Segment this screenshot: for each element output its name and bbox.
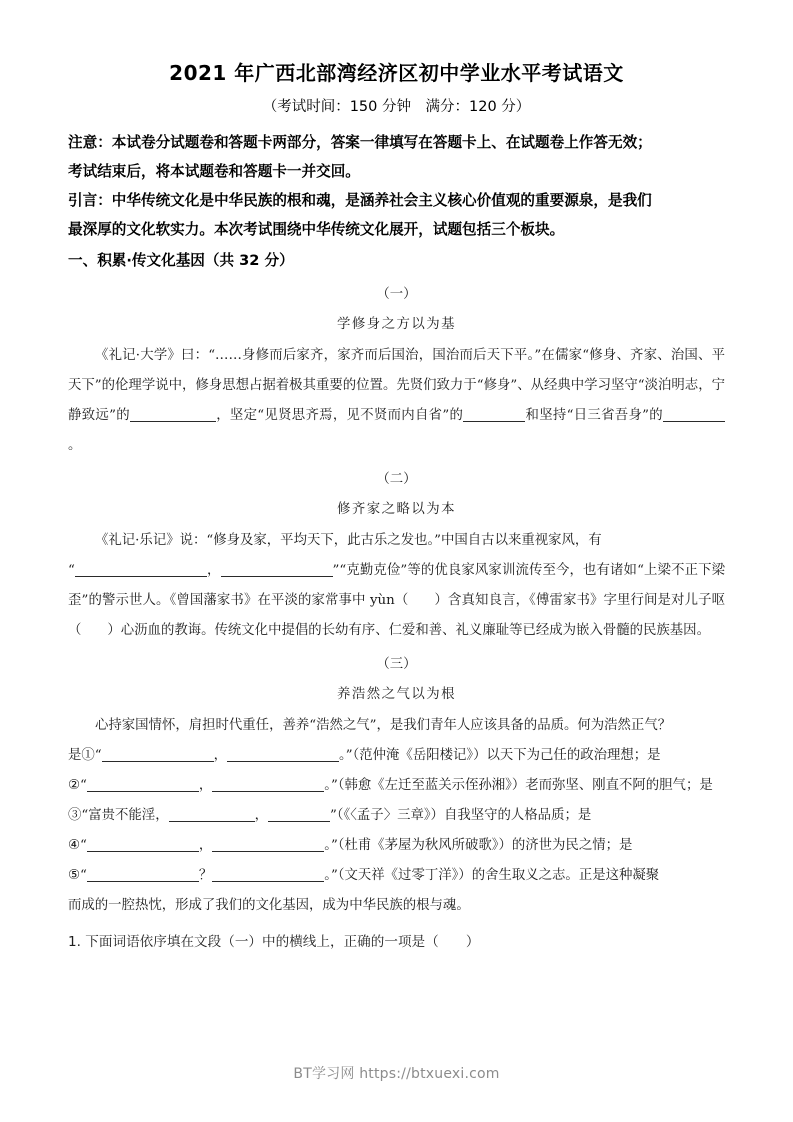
passage-one-text-a: 《礼记·大学》曰：“……身修而后家齐，家齐而后国治，国治而后天下平。”在儒家“修身、齐家、治国、平天下”的伦理学说中，修身思想占据着极其重要的位置。先贤们致力于“修身”、从经典中学习坚守“淡泊明志，宁静致远”的	[68, 348, 725, 423]
preface-line-1: 引言：中华传统文化是中华民族的根和魂，是涵养社会主义核心价值观的重要源泉，是我们	[68, 192, 652, 209]
item-1-marker: 是①“	[68, 748, 102, 763]
item-4-sep: ，	[198, 838, 213, 853]
passage-three-item-4	[68, 831, 725, 861]
item-4-close: 。”	[324, 838, 338, 853]
passage-three-title: 养浩然之气以为根	[336, 687, 457, 702]
blank-3-2b[interactable]	[212, 777, 324, 792]
blank-3-4a[interactable]	[87, 837, 199, 852]
blank-3-3a[interactable]	[169, 807, 255, 822]
item-2-sep: ，	[198, 778, 213, 793]
blank-3-5b[interactable]	[212, 867, 324, 882]
page-title: 2021 年广西北部湾经济区初中学业水平考试语文	[169, 61, 624, 85]
quote-close-mark: ”	[332, 563, 340, 578]
passage-three-item-5	[68, 861, 725, 891]
passage-one-body	[68, 341, 725, 461]
blank-1-1[interactable]	[130, 407, 216, 422]
item-5-sep: ？	[198, 868, 213, 883]
blank-3-1a[interactable]	[102, 747, 214, 762]
item-5-close: 。”	[324, 868, 338, 883]
passage-two-text-e: ）含真知良言，《傅雷家书》字里行间是对儿子呕（	[68, 593, 725, 638]
blank-3-4b[interactable]	[212, 837, 324, 852]
passage-three-item-2	[68, 771, 725, 801]
blank-2-2[interactable]	[221, 562, 333, 577]
blank-3-1b[interactable]	[227, 747, 339, 762]
passage-one-title: 学修身之方以为基	[336, 317, 457, 332]
blank-3-2a[interactable]	[87, 777, 199, 792]
passage-two-title: 修齐家之略以为本	[336, 502, 457, 517]
passage-two-text-a: 《礼记·乐记》说：“修身及家，平均天下，此古乐之发也。”中国自古以来重视家风，有	[95, 533, 602, 548]
item-4-marker: ④“	[68, 838, 87, 853]
passage-one-text-c: 和坚持“日三省吾身”的	[525, 408, 663, 423]
passage-two-text-b: ，	[206, 563, 221, 578]
passage-one-number: （一）	[376, 287, 417, 302]
item-1-sep: ，	[213, 748, 228, 763]
item-3-close: ”	[329, 808, 337, 823]
footer-watermark: BT学习网 https://btxuexi.com	[293, 1066, 500, 1082]
question-1: 1. 下面词语依序填在文段（一）中的横线上，正确的一项是（ ）	[68, 934, 480, 950]
passage-three-closing: 而成的一腔热忱，形成了我们的文化基因，成为中华民族的根与魂。	[68, 898, 470, 913]
preface-line-2: 最深厚的文化软实力。本次考试围绕中华传统文化展开，试题包括三个板块。	[68, 221, 565, 238]
item-2-marker: ②“	[68, 778, 87, 793]
blank-3-3b[interactable]	[268, 807, 330, 822]
passage-three-item-3	[68, 801, 725, 831]
blank-3-5a[interactable]	[87, 867, 199, 882]
passage-two-text-d: “克勤克俭”等的优良家风家训流传至今，也有诸如“上梁不正下梁歪”的警示世人。《曾国藩家书》在平淡的家常事中 yùn（	[68, 563, 725, 608]
part-one-heading: 一、积累·传文化基因（共 32 分）	[68, 252, 294, 269]
passage-two-body-a	[68, 526, 725, 556]
item-3-sep: ，	[254, 808, 268, 823]
item-5-source: （文天祥《过零丁洋》）的舍生取义之志。正是这种凝聚	[337, 868, 660, 883]
item-1-close: 。”	[339, 748, 353, 763]
passage-one	[68, 280, 725, 461]
item-5-marker: ⑤“	[68, 868, 87, 883]
exam-time-score-subtitle: （考试时间：150 分钟 满分：120 分）	[262, 99, 531, 115]
passage-one-text-d: 。	[68, 438, 82, 453]
passage-three-number: （三）	[376, 657, 417, 672]
passage-two-text-f: ）心沥血的教诲。传统文化中提倡的长幼有序、仁爱和善、礼义廉耻等已经成为嵌入骨髓的民族基因。	[107, 623, 710, 638]
passage-two-body-b	[68, 556, 725, 646]
passage-three-intro: 心持家国情怀，肩担时代重任，善养“浩然之气”，是我们青年人应该具备的品质。何为浩然正气？	[95, 718, 672, 733]
item-3-marker: ③“富贵不能淫，	[68, 808, 169, 823]
blank-2-1[interactable]	[75, 562, 207, 577]
passage-three	[68, 650, 725, 921]
blank-1-2[interactable]	[463, 407, 525, 422]
item-2-close: 。”	[324, 778, 338, 793]
notice-line-1: 注意：本试卷分试题卷和答题卡两部分，答案一律填写在答题卡上、在试题卷上作答无效；	[68, 134, 652, 151]
item-2-source: （韩愈《左迁至蓝关示侄孙湘》）老而弥坚、刚直不阿的胆气；是	[337, 778, 713, 793]
passage-two-number: （二）	[376, 472, 417, 487]
notice-line-2: 考试结束后，将本试题卷和答题卡一并交回。	[68, 163, 360, 180]
passage-one-text-b: ，坚定“见贤思齐焉，见不贤而内自省”的	[215, 408, 464, 423]
item-3-source: （《〈孟子〉三章》）自我坚守的人格品质；是	[336, 808, 592, 823]
quote-open-mark: “	[68, 563, 75, 578]
item-4-source: （杜甫《茅屋为秋风所破歌》）的济世为民之情；是	[337, 838, 633, 853]
passage-two	[68, 465, 725, 646]
blank-1-3[interactable]	[663, 407, 725, 422]
item-1-source: （范仲淹《岳阳楼记》）以天下为己任的政治理想；是	[352, 748, 661, 763]
passage-three-item-1	[68, 741, 725, 771]
notice-block	[68, 128, 725, 244]
